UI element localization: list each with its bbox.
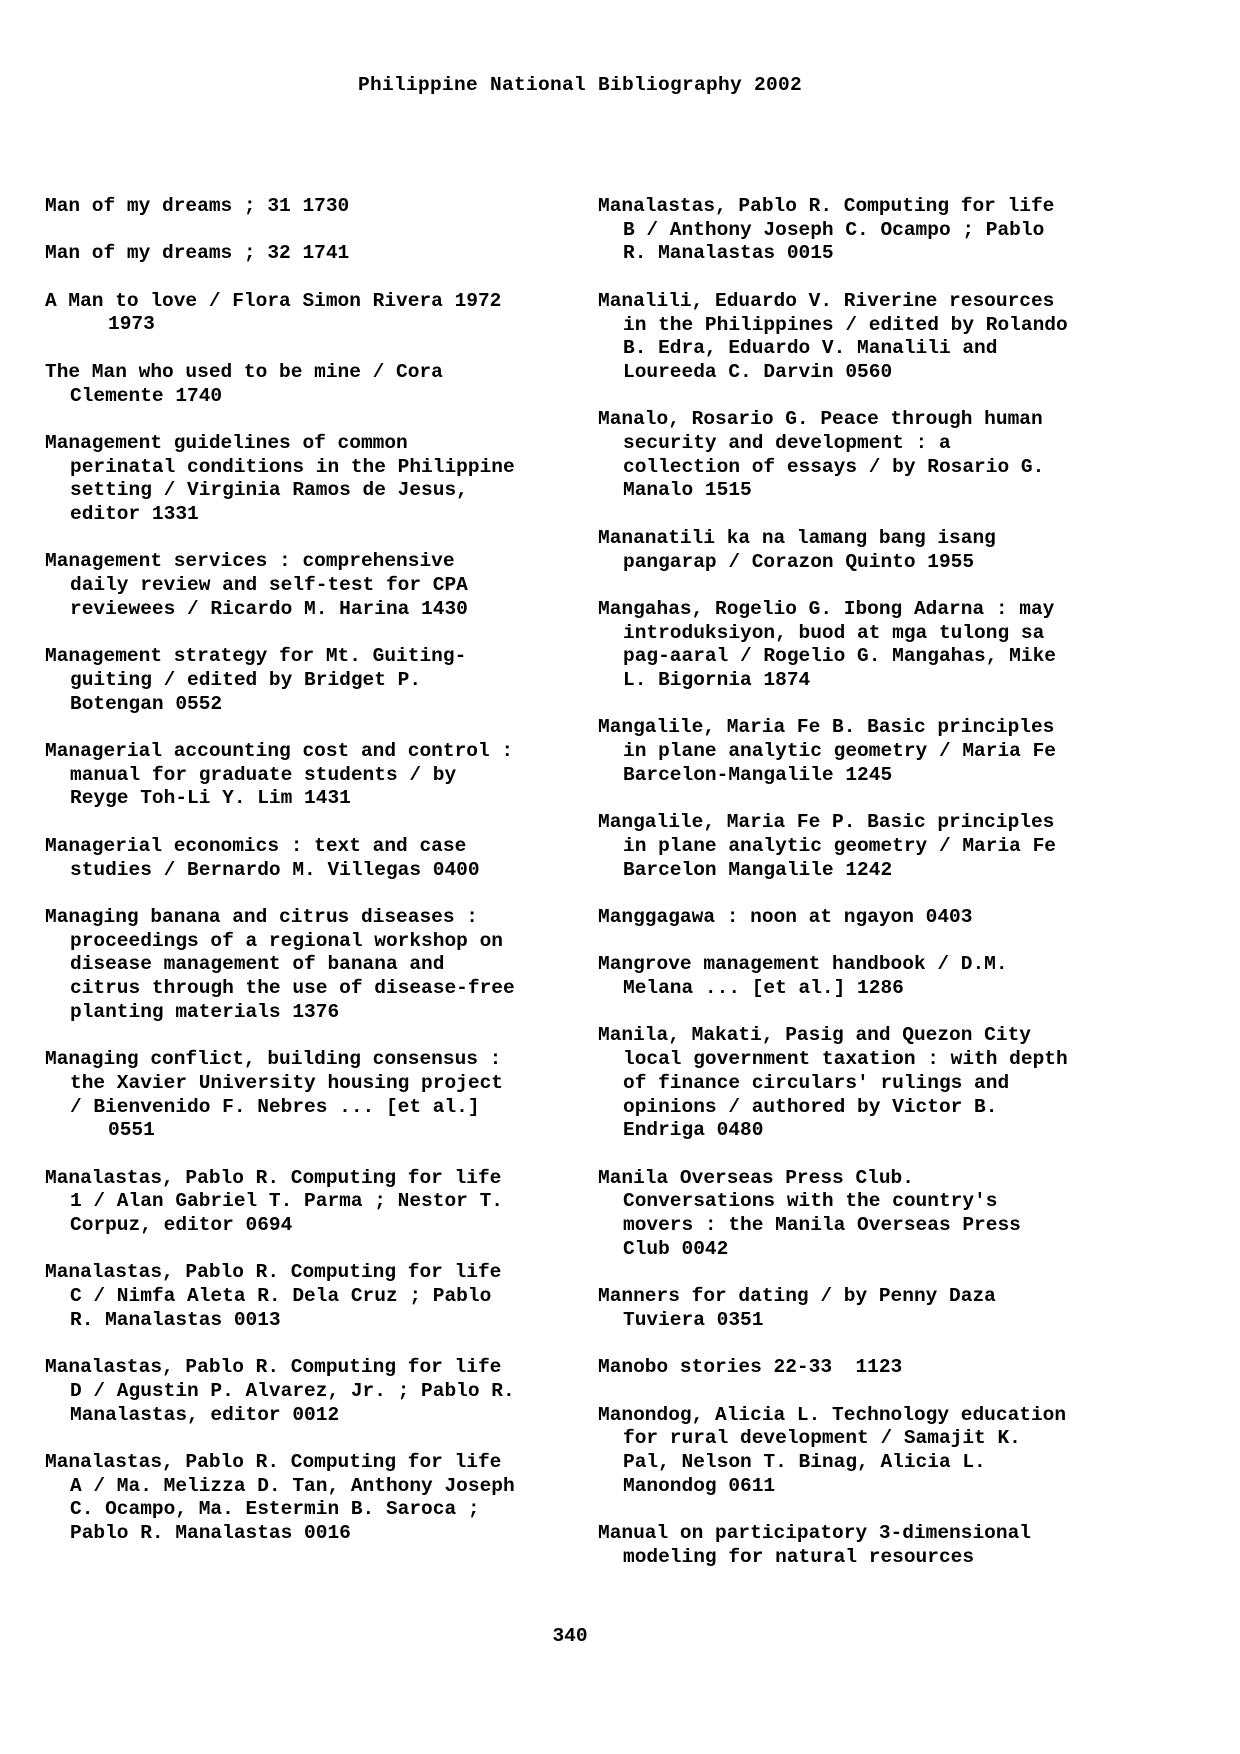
bibliography-entry: [598, 598, 1158, 693]
entry-continuation-line: C. Ocampo, Ma. Estermin B. Saroca ;: [70, 1498, 480, 1521]
entry-heading-line: Mangalile, Maria Fe B. Basic principles: [598, 716, 1055, 739]
entry-continuation-line: 0551: [108, 1119, 155, 1142]
entry-heading-line: Management guidelines of common: [45, 431, 408, 454]
left-column: [45, 195, 565, 1570]
entry-heading-line: Management strategy for Mt. Guiting-: [45, 645, 467, 668]
entry-continuation-line: for rural development / Samajit K.: [623, 1427, 1021, 1450]
bibliography-entry: [45, 1451, 565, 1546]
entry-continuation-line: in plane analytic geometry / Maria Fe: [623, 834, 1056, 857]
entry-continuation-line: Manondog 0611: [623, 1474, 776, 1497]
entry-continuation-line: Botengan 0552: [70, 692, 223, 715]
entry-continuation-line: reviewees / Ricardo M. Harina 1430: [70, 597, 468, 620]
right-column: [598, 195, 1158, 1593]
entry-continuation-line: movers : the Manila Overseas Press: [623, 1214, 1021, 1237]
entry-continuation-line: Barcelon Mangalile 1242: [623, 858, 893, 881]
entry-continuation-line: security and development : a: [623, 432, 951, 454]
entry-continuation-line: B / Anthony Joseph C. Ocampo ; Pablo: [623, 218, 1045, 241]
bibliography-entry: [598, 195, 1158, 266]
entry-heading-line: Man of my dreams ; 31 1730: [45, 195, 350, 217]
bibliography-entry: [45, 1261, 565, 1332]
entry-continuation-line: perinatal conditions in the Philippine: [70, 455, 515, 478]
bibliography-entry: [45, 242, 565, 266]
bibliography-entry: [45, 645, 565, 716]
entry-continuation-line: Pablo R. Manalastas 0016: [70, 1522, 351, 1545]
entry-continuation-line: pangarap / Corazon Quinto 1955: [623, 550, 975, 573]
page-number: 340: [552, 1625, 588, 1647]
entry-continuation-line: introduksiyon, buod at mga tulong sa: [623, 621, 1045, 644]
bibliography-entry: [45, 740, 565, 811]
entry-heading-line: Manobo stories 22-33 1123: [598, 1356, 903, 1379]
bibliography-entry: [598, 1024, 1158, 1143]
bibliography-entry: [598, 1404, 1158, 1499]
entry-continuation-line: Manalastas, editor 0012: [70, 1403, 340, 1426]
entry-heading-line: Managerial economics : text and case: [45, 834, 467, 857]
entry-continuation-line: studies / Bernardo M. Villegas 0400: [70, 858, 480, 881]
entry-continuation-line: in plane analytic geometry / Maria Fe: [623, 740, 1056, 763]
entry-heading-line: Manners for dating / by Penny Daza: [598, 1285, 996, 1308]
entry-continuation-line: planting materials 1376: [70, 1000, 340, 1023]
entry-continuation-line: citrus through the use of disease-free: [70, 977, 515, 1000]
entry-heading-line: Managing banana and citrus diseases :: [45, 905, 478, 928]
bibliography-entry: [45, 1356, 565, 1427]
entry-heading-line: Manalo, Rosario G. Peace through human: [598, 408, 1043, 431]
entry-continuation-line: Corpuz, editor 0694: [70, 1214, 293, 1237]
running-title: Philippine National Bibliography 2002: [357, 74, 803, 96]
bibliography-entry: [598, 716, 1158, 787]
entry-continuation-line: Barcelon-Mangalile 1245: [623, 763, 893, 786]
entry-continuation-line: / Bienvenido F. Nebres ... [et al.]: [70, 1095, 480, 1118]
bibliography-entry: [45, 906, 565, 1025]
bibliography-entry: [598, 290, 1158, 385]
entry-continuation-line: disease management of banana and: [70, 953, 445, 976]
bibliography-entry: [598, 408, 1158, 503]
entry-continuation-line: Club 0042: [623, 1237, 729, 1260]
entry-heading-line: Manalastas, Pablo R. Computing for life: [45, 1166, 502, 1189]
entry-continuation-line: B. Edra, Eduardo V. Manalili and: [623, 337, 998, 360]
bibliography-entry: [598, 1522, 1158, 1569]
entry-heading-line: The Man who used to be mine / Cora: [45, 360, 443, 383]
entry-continuation-line: opinions / authored by Victor B.: [623, 1095, 998, 1118]
entry-continuation-line: modeling for natural resources: [623, 1545, 975, 1568]
entry-heading-line: Manalastas, Pablo R. Computing for life: [45, 1356, 502, 1379]
bibliography-entry: [45, 835, 565, 882]
entry-heading-line: Manondog, Alicia L. Technology education: [598, 1403, 1067, 1426]
entry-heading-line: Manila, Makati, Pasig and Quezon City: [598, 1024, 1031, 1047]
entry-continuation-line: Tuviera 0351: [623, 1308, 764, 1331]
entry-continuation-line: Endriga 0480: [623, 1119, 764, 1142]
bibliography-entry: [598, 527, 1158, 574]
entry-heading-line: Manalastas, Pablo R. Computing for life: [598, 195, 1055, 217]
entry-heading-line: Manila Overseas Press Club.: [598, 1166, 914, 1189]
entry-heading-line: Manggagawa : noon at ngayon 0403: [598, 905, 973, 928]
entry-continuation-line: Loureeda C. Darvin 0560: [623, 360, 893, 383]
entry-continuation-line: the Xavier University housing project: [70, 1071, 503, 1094]
entry-heading-line: Mananatili ka na lamang bang isang: [598, 526, 996, 549]
bibliography-entry: [45, 195, 565, 219]
entry-heading-line: Managing conflict, building consensus :: [45, 1048, 502, 1071]
bibliography-entry: [598, 811, 1158, 882]
entry-continuation-line: local government taxation : with depth: [623, 1048, 1068, 1071]
entry-continuation-line: L. Bigornia 1874: [623, 669, 811, 691]
entry-heading-line: Mangrove management handbook / D.M.: [598, 953, 1008, 976]
entry-heading-line: Manual on participatory 3-dimensional: [598, 1522, 1031, 1545]
entry-continuation-line: editor 1331: [70, 503, 199, 526]
bibliography-entry: [598, 1356, 1158, 1380]
entry-continuation-line: A / Ma. Melizza D. Tan, Anthony Joseph: [70, 1474, 515, 1497]
bibliography-entry: [598, 906, 1158, 930]
entry-heading-line: Mangahas, Rogelio G. Ibong Adarna : may: [598, 597, 1055, 620]
bibliography-entry: [45, 550, 565, 621]
entry-continuation-line: Clemente 1740: [70, 384, 223, 407]
entry-continuation-line: 1973: [108, 313, 155, 336]
entry-heading-line: Management services : comprehensive: [45, 550, 455, 573]
entry-heading-line: Manalili, Eduardo V. Riverine resources: [598, 289, 1055, 312]
bibliography-entry: [45, 1167, 565, 1238]
entry-heading-line: A Man to love / Flora Simon Rivera 1972: [45, 289, 502, 312]
entry-continuation-line: R. Manalastas 0015: [623, 242, 834, 265]
entry-continuation-line: Conversations with the country's: [623, 1190, 998, 1213]
entry-continuation-line: Melana ... [et al.] 1286: [623, 977, 904, 1000]
entry-continuation-line: manual for graduate students / by: [70, 763, 457, 786]
entry-heading-line: Manalastas, Pablo R. Computing for life: [45, 1261, 502, 1284]
entry-continuation-line: pag-aaral / Rogelio G. Mangahas, Mike: [623, 645, 1056, 668]
entry-continuation-line: in the Philippines / edited by Rolando: [623, 313, 1068, 336]
entry-heading-line: Mangalile, Maria Fe P. Basic principles: [598, 811, 1055, 834]
bibliography-entry: [598, 953, 1158, 1000]
bibliography-entry: [45, 1048, 565, 1143]
entry-heading-line: Managerial accounting cost and control :: [45, 740, 514, 763]
bibliography-entry: [598, 1167, 1158, 1262]
entry-continuation-line: C / Nimfa Aleta R. Dela Cruz ; Pablo: [70, 1285, 492, 1308]
entry-continuation-line: proceedings of a regional workshop on: [70, 929, 503, 952]
bibliography-entry: [45, 432, 565, 527]
bibliography-entry: [45, 361, 565, 408]
entry-heading-line: Manalastas, Pablo R. Computing for life: [45, 1451, 502, 1474]
entry-continuation-line: R. Manalastas 0013: [70, 1308, 281, 1331]
entry-continuation-line: Reyge Toh-Li Y. Lim 1431: [70, 787, 351, 810]
entry-heading-line: Man of my dreams ; 32 1741: [45, 242, 350, 265]
entry-continuation-line: setting / Virginia Ramos de Jesus,: [70, 479, 468, 502]
entry-continuation-line: daily review and self-test for CPA: [70, 574, 468, 597]
entry-continuation-line: Pal, Nelson T. Binag, Alicia L.: [623, 1451, 986, 1474]
entry-continuation-line: D / Agustin P. Alvarez, Jr. ; Pablo R.: [70, 1379, 515, 1402]
bibliography-entry: [45, 290, 565, 337]
entry-continuation-line: 1 / Alan Gabriel T. Parma ; Nestor T.: [70, 1190, 503, 1213]
entry-continuation-line: of finance circulars' rulings and: [623, 1071, 1010, 1094]
entry-continuation-line: collection of essays / by Rosario G.: [623, 455, 1045, 478]
entry-continuation-line: Manalo 1515: [623, 479, 752, 502]
bibliography-entry: [598, 1285, 1158, 1332]
entry-continuation-line: guiting / edited by Bridget P.: [70, 668, 422, 691]
